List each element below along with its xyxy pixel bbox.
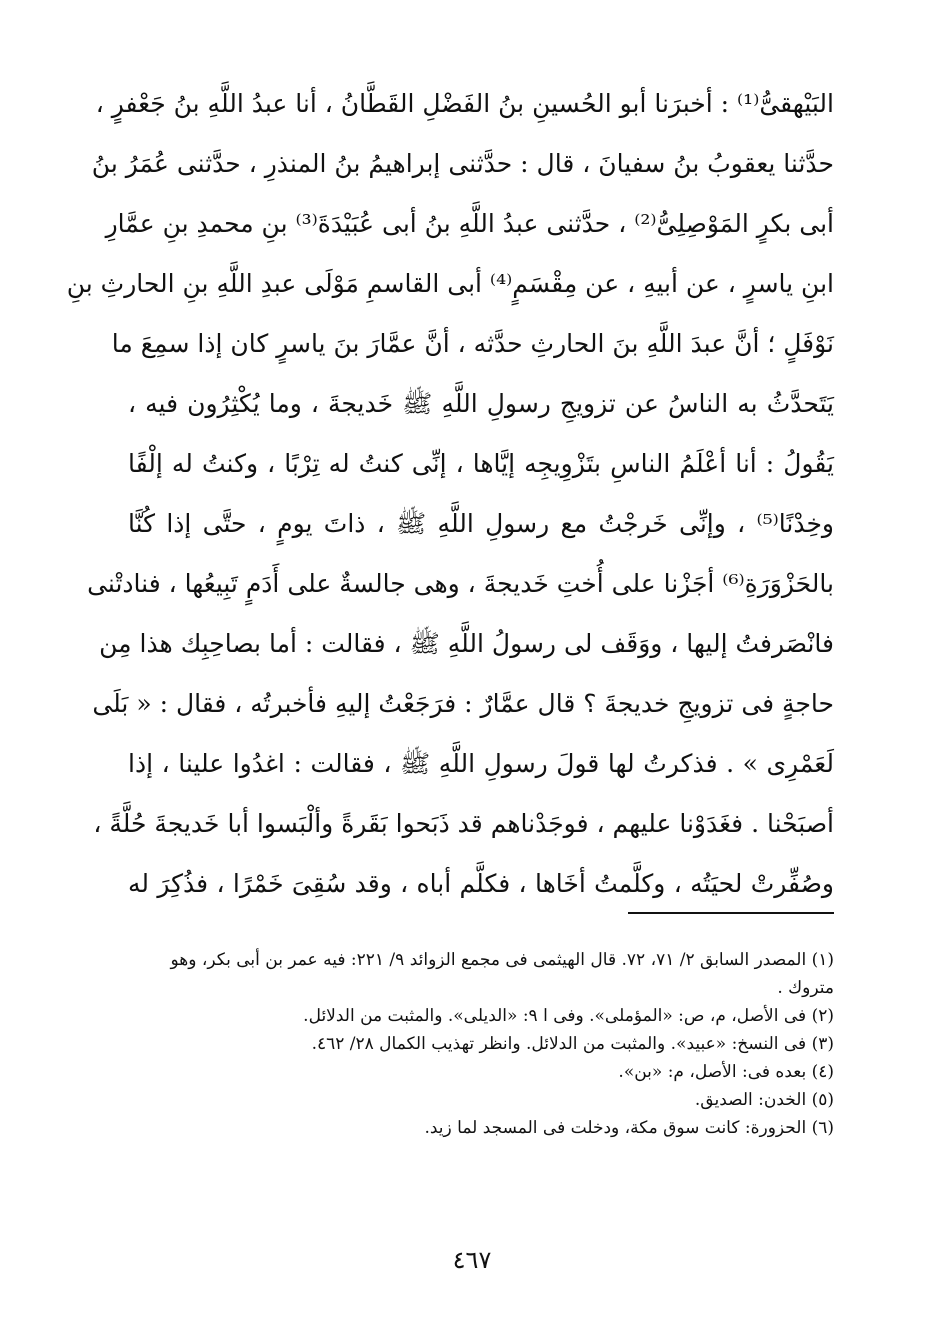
footnote-1-continuation: متروك . (777, 978, 834, 998)
main-text-line: وصُفِّرتْ لحيَتُه ، وكلَّمتُ أخَاها ، فكلَّم أباه ، وقد سُقِىَ خَمْرًا ، فذُكِرَ له (128, 869, 834, 898)
footnote-divider (628, 912, 834, 914)
main-text-line: البَيْهقىُّ⁽¹⁾ : أخبرَنا أبو الحُسينِ بنُ الفَضْلِ القَطَّانُ ، أنا عبدُ اللَّهِ بنُ جَعْفرٍ ، (95, 89, 834, 118)
main-text-line: أبى بكرٍ المَوْصِلِىُّ⁽²⁾ ، حدَّثنى عبدُ اللَّهِ بنُ أبى عُبَيْدَةَ⁽³⁾ بنِ محمدِ بنِ عمَّارِ (105, 209, 834, 238)
main-text-line: حدَّثنا يعقوبُ بنُ سفيانَ ، قال : حدَّثنى إبراهيمُ بنُ المنذرِ ، حدَّثنى عُمَرُ بنُ (91, 149, 834, 178)
main-text-line: حاجةٍ فى تزويجِ خديجةَ ؟ قال عمَّارٌ : فرَجَعْتُ إليهِ فأخبرتُه ، فقال : « بَلَى (92, 689, 834, 718)
page-number: ٤٦٧ (452, 1246, 492, 1274)
main-text-line: لَعَمْرِى » . فذكرتُ لها قولَ رسولِ اللَّهِ ﷺ ، فقالت : اغدُوا علينا ، إذا (128, 749, 834, 778)
main-text-line: بالحَزْوَرَةِ⁽⁶⁾ أجَزْنا على أُختِ خَديجةَ ، وهى جالسةٌ على أَدَمٍ تَبِيعُها ، فنادتْنى (87, 569, 834, 598)
main-text-line: أصبَحْنا . فغَدَوْنا عليهم ، فوجَدْناهم قد ذَبَحوا بَقَرةً وألْبَسوا أبا خَديجةَ حُلَّةً ، (93, 809, 834, 838)
main-text-line: يَقُولُ : أنا أعْلَمُ الناسِ بتَزْوِيجِه إيَّاها ، إنِّى كنتُ له تِرْبًا ، وكنتُ له إلْفًا (128, 449, 834, 478)
footnote-5: (٥) الخدن: الصديق. (694, 1090, 834, 1110)
footnote-4: (٤) بعده فى: الأصل، م: «بن». (618, 1062, 834, 1082)
main-text-line: ابنِ ياسرٍ ، عن أبيهِ ، عن مِقْسَمٍ⁽⁴⁾ أبى القاسمِ مَوْلَى عبدِ اللَّهِ بنِ الحارثِ بنِ (66, 269, 834, 298)
footnote-3: (٣) فى النسخ: «عبيد». والمثبت من الدلائل. وانظر تهذيب الكمال ٢٨/ ٤٦٢. (311, 1034, 834, 1054)
main-text-line: وخِدْنًا⁽⁵⁾ ، وإنِّى خَرجْتُ مع رسولِ اللَّهِ ﷺ ، ذاتَ يومٍ ، حتَّى إذا كُنَّا (128, 509, 834, 538)
footnote-6: (٦) الحزورة: كانت سوق مكة، ودخلت فى المسجد لما زيد. (424, 1118, 834, 1138)
main-text-line: يَتَحدَّثُ به الناسُ عن تزويجِ رسولِ اللَّهِ ﷺ خَديجةَ ، وما يُكْثِرُون فيه ، (128, 389, 834, 418)
footnotes-block (128, 946, 834, 1142)
footnote-2: (٢) فى الأصل، م، ص: «المؤملى». وفى ا ٩: «الديلى». والمثبت من الدلائل. (303, 1006, 834, 1026)
main-text-block (66, 74, 834, 914)
footnote-1: (١) المصدر السابق ٢/ ٧١، ٧٢. قال الهيثمى فى مجمع الزوائد ٩/ ٢٢١: فيه عمر بن أبى بكر، وهو (170, 950, 834, 970)
main-text-line: نَوْفَلٍ ؛ أنَّ عبدَ اللَّهِ بنَ الحارثِ حدَّثه ، أنَّ عمَّارَ بنَ ياسرٍ كان إذا سمِعَ ما (111, 329, 834, 358)
main-text-line: فانْصَرفتُ إليها ، ووَقَف لى رسولُ اللَّهِ ﷺ ، فقالت : أما بصاحِبِك هذا مِن (99, 629, 834, 658)
